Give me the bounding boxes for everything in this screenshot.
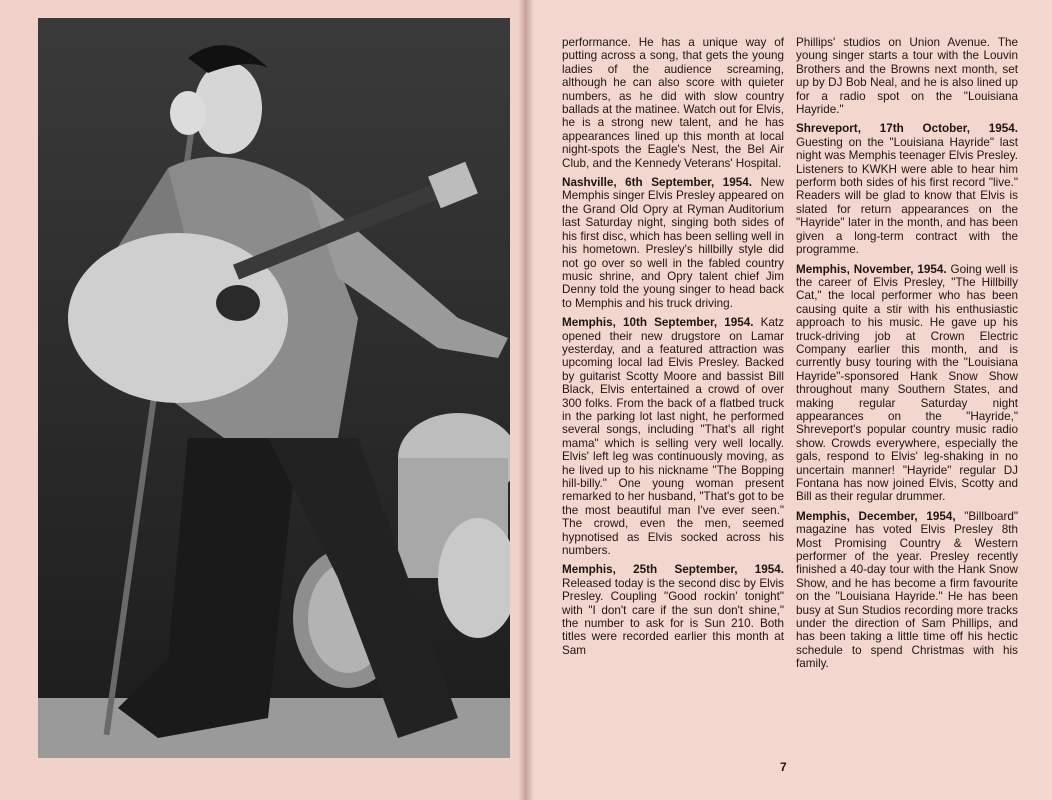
performer-photo-illustration	[38, 18, 510, 758]
dateline: Memphis, 10th September, 1954.	[562, 316, 754, 330]
paragraph: Shreveport, 17th October, 1954. Guesting on the "Louisiana Hayride" last night was Memphis teenager Elvis Presley. Listeners to KWKH were able to hear him perform both sides of his first record "live." Readers will be glad to know that Elvis is slated for return appearances on the "Hayride" later in the month, and has been given a long-term contract with the programme.	[796, 122, 1018, 257]
photo-elvis-on-stage	[38, 18, 510, 758]
paragraph: Memphis, 10th September, 1954. Katz opened their new drugstore on Lamar yesterday, and a featured attraction was upcoming local lad Elvis Presley. Backed by guitarist Scotty Moore and bassist Bill Black, Elvis entertained a crowd of over 300 folks. From the back of a flatbed truck in the parking lot last night, he performed several songs, including "That's all right mama" which is selling very well locally. Elvis' left leg was continuously moving, as he lived up to his nickname "The Bopping hill-billy." One young woman present remarked to her husband, "That's got to be the most beautiful man I've ever seen." The crowd, even the men, seemed hypnotised as Elvis socked across his numbers.	[562, 316, 784, 558]
paragraph: Phillips' studios on Union Avenue. The young singer starts a tour with the Louvin Brothers and the Browns next month, set up by DJ Bob Neal, and he is also lined up for a radio spot on the "Louisiana Hayride."	[796, 36, 1018, 117]
paragraph: performance. He has a unique way of putting across a song, that gets the young ladies of the audience screaming, although he can also score with quieter numbers, as he did with slow country ballads at the matinee. Watch out for Elvis, he is a strong new talent, and he has appearances lined up this month at local night-spots the Eagle's Nest, the Bel Air Club, and the Kennedy Veterans' Hospital.	[562, 36, 784, 170]
text-column-2	[796, 36, 1018, 677]
dateline: Memphis, December, 1954,	[796, 509, 956, 523]
dateline: Memphis, 25th September, 1954.	[562, 563, 784, 577]
paragraph: Memphis, November, 1954. Going well is the career of Elvis Presley, "The Hillbilly Cat," the local performer who has been causing quite a stir with his enthusiastic approach to his music. He gave up his truck-driving job at Crown Electric Company earlier this month, and is currently busy touring with the "Louisiana Hayride"-sponsored Hank Snow Show throughout many Southern States, and making regular Saturday night appearances on the "Hayride," Shreveport's popular country music radio show. Crowds everywhere, especially the gals, respond to Elvis' leg-shaking in no uncertain manner! "Hayride" regular DJ Fontana has now joined Elvis, Scotty and Bill as their regular drummer.	[796, 262, 1018, 504]
dateline: Nashville, 6th September, 1954.	[562, 176, 753, 190]
page-number: 7	[780, 760, 787, 774]
page-gutter	[518, 0, 534, 800]
dateline: Shreveport, 17th October, 1954.	[796, 122, 1018, 136]
paragraph: Memphis, 25th September, 1954. Released today is the second disc by Elvis Presley. Coupling "Good rockin' tonight" with "I don't care if the sun don't shine," the number to ask for is Sun 210. Both titles were recorded earlier this month at Sam	[562, 563, 784, 657]
text-column-1	[562, 36, 784, 663]
paragraph: Nashville, 6th September, 1954. New Memphis singer Elvis Presley appeared on the Grand Old Opry at Ryman Auditorium last Saturday night, singing both sides of his first disc, which has been selling well in his hometown. Presley's hillbilly style did not go over so well in the fabled country music shrine, and Opry talent chief Jim Denny told the young singer to head back to Memphis and his truck driving.	[562, 176, 784, 310]
dateline: Memphis, November, 1954.	[796, 262, 947, 276]
paragraph: Memphis, December, 1954, "Billboard" magazine has voted Elvis Presley 8th Most Promising Country & Western performer of the year. Presley recently finished a 40-day tour with the Hank Snow Show, and he has become a firm favourite on the "Louisiana Hayride." He has been busy at Sun Studios recording more tracks under the direction of Sam Phillips, and has been taking a little time off his hectic schedule to spend Christmas with his family.	[796, 509, 1019, 671]
